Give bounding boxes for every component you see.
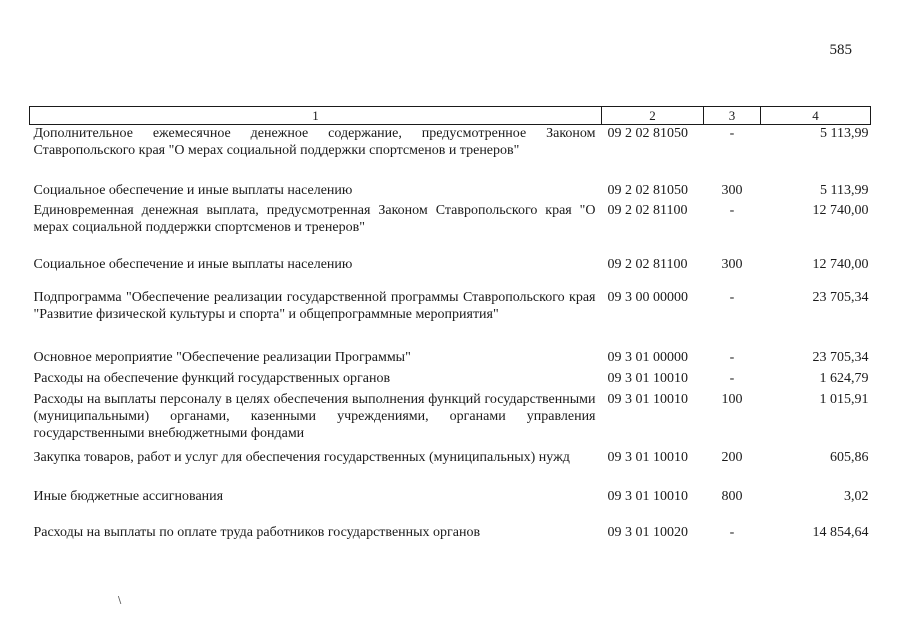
row-code: 09 3 01 10010 bbox=[607, 391, 688, 407]
row-name: Расходы на обеспечение функций государственных органов bbox=[33, 370, 391, 386]
row-sum: 5 113,99 bbox=[820, 126, 869, 141]
table-row bbox=[30, 449, 871, 488]
row-name: Основное мероприятие "Обеспечение реализации Программы" bbox=[33, 349, 411, 365]
table-row bbox=[30, 524, 871, 544]
header-col-4: 4 bbox=[761, 107, 871, 125]
row-name: Дополнительное ежемесячное денежное содержание, предусмотренное Законом Ставропольского края "О мерах социальной поддержки спортсменов и тренеров" bbox=[33, 126, 596, 158]
row-sum: 5 113,99 bbox=[820, 182, 869, 198]
row-sum: 12 740,00 bbox=[812, 256, 869, 272]
row-code: 09 3 01 10010 bbox=[607, 488, 688, 504]
row-code: 09 3 01 10010 bbox=[607, 449, 688, 465]
table-row bbox=[30, 488, 871, 524]
table-row bbox=[30, 125, 871, 182]
row-sum: 605,86 bbox=[830, 449, 869, 465]
row-vr: 800 bbox=[721, 488, 743, 504]
row-code: 09 3 01 00000 bbox=[607, 349, 688, 365]
row-sum: 3,02 bbox=[844, 488, 869, 504]
row-vr: 200 bbox=[721, 449, 743, 465]
row-code: 09 2 02 81050 bbox=[607, 182, 688, 198]
page-number: 585 bbox=[829, 42, 852, 58]
row-name: Расходы на выплаты по оплате труда работников государственных органов bbox=[33, 524, 481, 540]
row-vr: 300 bbox=[721, 182, 743, 198]
row-name: Социальное обеспечение и иные выплаты населению bbox=[33, 182, 353, 198]
table-row bbox=[30, 182, 871, 202]
row-code: 09 3 00 00000 bbox=[607, 289, 688, 305]
row-sum: 12 740,00 bbox=[812, 202, 869, 218]
row-code: 09 3 01 10020 bbox=[607, 524, 688, 540]
header-col-2: 2 bbox=[602, 107, 704, 125]
header-col-1: 1 bbox=[30, 107, 602, 125]
row-vr: - bbox=[729, 202, 735, 218]
row-name: Закупка товаров, работ и услуг для обеспечения государственных (муниципальных) нужд bbox=[33, 449, 570, 465]
row-code: 09 2 02 81100 bbox=[607, 256, 688, 272]
scan-speck: ∖ bbox=[116, 596, 123, 607]
row-vr: - bbox=[729, 289, 735, 305]
row-sum: 14 854,64 bbox=[812, 524, 869, 540]
table-row bbox=[30, 370, 871, 391]
row-sum: 1 624,79 bbox=[819, 370, 869, 386]
table-header bbox=[30, 107, 871, 125]
budget-table bbox=[29, 106, 871, 544]
row-sum: 23 705,34 bbox=[812, 289, 869, 305]
table-row bbox=[30, 391, 871, 449]
row-name: Единовременная денежная выплата, предусмотренная Законом Ставропольского края "О мерах социальной поддержки спортсменов и тренеров" bbox=[33, 202, 596, 235]
table-body bbox=[30, 125, 871, 544]
row-name: Иные бюджетные ассигнования bbox=[33, 488, 224, 504]
row-sum: 23 705,34 bbox=[812, 349, 869, 365]
table-row bbox=[30, 202, 871, 256]
row-sum: 1 015,91 bbox=[819, 391, 869, 407]
table-row bbox=[30, 349, 871, 370]
row-vr: - bbox=[729, 370, 735, 386]
row-vr: - bbox=[729, 349, 735, 365]
table-row bbox=[30, 289, 871, 349]
header-col-3: 3 bbox=[704, 107, 761, 125]
row-vr: 100 bbox=[721, 391, 743, 407]
table-row bbox=[30, 256, 871, 289]
row-vr: 300 bbox=[721, 256, 743, 272]
row-code: 09 2 02 81050 bbox=[607, 126, 688, 141]
row-name: Подпрограмма "Обеспечение реализации государственной программы Ставропольского края "Развитие физической культуры и спорта" и общепрограммные мероприятия" bbox=[33, 289, 596, 322]
row-vr: - bbox=[729, 126, 735, 141]
row-name: Расходы на выплаты персоналу в целях обеспечения выполнения функций государственными (муниципальными) органами, казенными учреждениями, органами управления государственными внебюджетными фондами bbox=[33, 391, 596, 441]
row-code: 09 3 01 10010 bbox=[607, 370, 688, 386]
row-code: 09 2 02 81100 bbox=[607, 202, 688, 218]
row-vr: - bbox=[729, 524, 735, 540]
row-name: Социальное обеспечение и иные выплаты населению bbox=[33, 256, 353, 272]
